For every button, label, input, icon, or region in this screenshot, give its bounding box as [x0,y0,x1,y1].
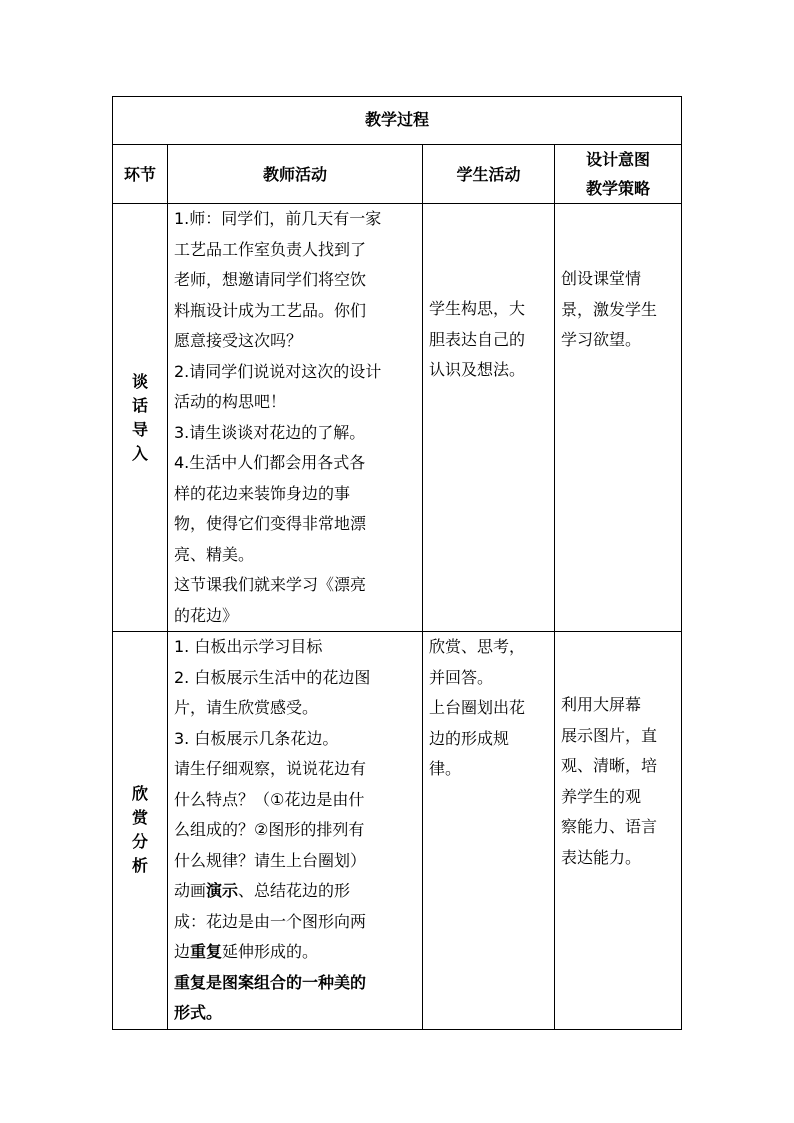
text-line: 并回答。 [429,667,494,687]
text-line: 1. 白板出示学习目标 [174,637,323,656]
text-line: 上台圈划出花 [429,698,526,717]
text-line: 2. 白板展示生活中的花边图 [174,667,371,687]
text-segment: 动画 [174,881,207,900]
table-row [113,204,682,632]
text-line: 样的花边来装饰身边的事 [174,483,351,503]
stage-label-analysis [113,632,168,1030]
text-line: 学习欲望。 [561,330,642,349]
stage-label-intro [113,204,168,632]
header-stage: 环节 [113,145,168,204]
header-teacher-activity: 教师活动 [168,145,423,204]
teacher-activity-analysis [168,632,423,1030]
text-line: 这节课我们就来学习《漂亮 [174,575,367,594]
stage-char: 欣 [131,784,148,804]
stage-char: 入 [131,443,148,463]
table-row [113,632,682,1030]
bold-segment: 重复 [190,942,223,961]
text-line: 养学生的观 [561,786,642,806]
text-line: 表达能力。 [561,847,642,867]
header-design-line2: 教学策略 [586,179,651,198]
stage-char: 赏 [131,808,148,828]
text-segment: 边 [174,942,191,961]
table-title: 教学过程 [113,97,682,145]
text-line: 的花边》 [174,605,239,625]
text-line: 什么特点？（①花边是由什 [174,789,365,809]
text-line: 亮、精美。 [174,544,255,564]
stage-char: 谈 [131,371,148,391]
text-line: 愿意接受这次吗？ [174,331,303,350]
design-intent-analysis [555,632,682,1030]
text-line: 成：花边是由一个图形向两 [174,911,367,931]
bold-segment: 演示 [206,881,239,900]
text-line: 利用大屏幕 [561,695,642,714]
stage-char: 分 [131,832,148,852]
header-design-intent [555,145,682,204]
text-line: 活动的构思吧！ [174,392,287,411]
text-line: 创设课堂情 [561,269,642,288]
header-design-line1: 设计意图 [586,150,651,169]
text-line: 物，使得它们变得非常地漂 [174,514,367,533]
text-line: 么组成的？②图形的排列有 [174,820,365,839]
text-line: 工艺品工作室负责人找到了 [174,239,367,259]
text-line: 2.请同学们说说对这次的设计 [174,361,382,381]
text-line: 请生仔细观察，说说花边有 [174,759,367,778]
text-line: 1.师：同学们，前几天有一家 [174,209,382,228]
text-line: 边的形成规 [429,728,510,748]
text-line [174,937,416,968]
teacher-activity-intro [168,204,423,632]
text-line [174,876,416,907]
text-line: 老师，想邀请同学们将空饮 [174,270,367,289]
text-line: 律。 [429,759,462,778]
text-line: 景，激发学生 [561,299,658,319]
text-line: 欣赏、思考， [429,637,526,656]
student-activity-analysis [423,632,555,1030]
design-intent-intro [555,204,682,632]
text-segment: 、总结花边的形 [238,881,351,900]
text-line: 胆表达自己的 [429,329,526,349]
stage-char: 导 [131,419,148,439]
text-line: 片，请生欣赏感受。 [174,698,319,717]
text-line: 观、清晰，培 [561,756,658,775]
stage-char: 析 [131,856,148,876]
text-line: 料瓶设计成为工艺品。你们 [174,300,367,320]
student-activity-intro [423,204,555,632]
text-line: 4.生活中人们都会用各式各 [174,453,366,472]
bold-conclusion-line: 重复是图案组合的一种美的 [174,972,367,992]
text-line: 察能力、语言 [561,817,658,836]
text-line: 学生构思，大 [429,299,526,318]
text-segment: 延伸形成的。 [222,942,319,961]
text-line: 什么规律？请生上台圈划） [174,850,367,870]
text-line: 3.请生谈谈对花边的了解。 [174,422,366,442]
text-line: 认识及想法。 [429,360,526,379]
text-line: 3. 白板展示几条花边。 [174,728,339,748]
stage-char: 话 [131,395,148,415]
text-line: 展示图片，直 [561,725,658,745]
teaching-process-table [112,96,682,1030]
header-student-activity: 学生活动 [423,145,555,204]
bold-conclusion-line: 形式。 [174,1003,223,1022]
